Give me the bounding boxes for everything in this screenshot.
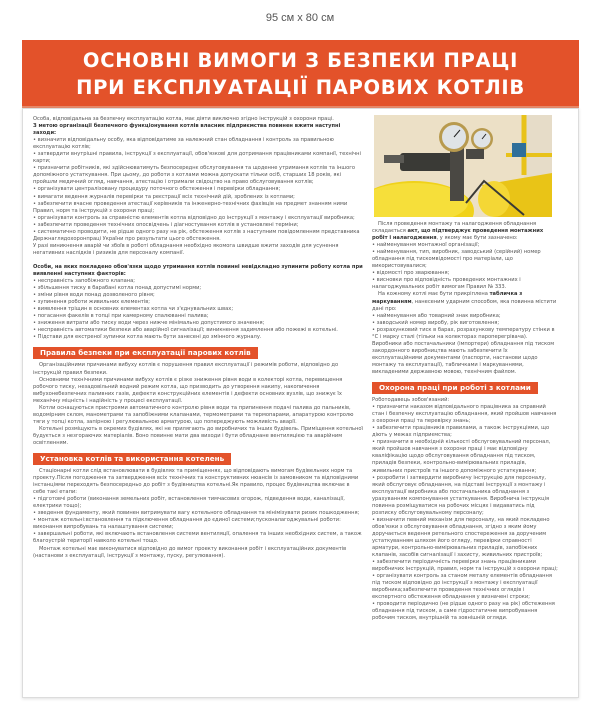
construction-stages-list: [33, 496, 363, 545]
list-item: • Підстави для екстреної зупинки котла мають бути занесені до змінного журналу.: [33, 334, 262, 341]
list-item: • забезпечити періодичність перевірки знань працівниками виробничих інструкцій, правил, норм та інструкцій з охорони праці;: [372, 559, 558, 573]
stop-factors-list: [33, 278, 363, 341]
right-column: [372, 115, 558, 623]
measures-list: [33, 137, 363, 243]
list-item: • забезпечити проведення технічних опосвідчень і діагностування котлів в установлені терміни;: [33, 221, 299, 228]
poster-content-panel: [22, 108, 579, 698]
list-item: • систематично проводити, не рідше одного разу на рік, обстеження котлів з наступним повідомленням представника Держнаглядохоронпраці України про результати цього обстеження.: [33, 228, 360, 242]
intro-text: Особа, відповідальна за безпечну експлуатацію котла, має діяти виключно згідно інструкцій з охорони праці.: [33, 116, 334, 122]
list-item: • забезпечити працівників правилами, а також інструкціями, що діють у межах підприємства;: [372, 425, 550, 439]
list-item: • зниження витрати або тиску води через нижче мінімально допустимого значення;: [33, 320, 265, 327]
list-item: • зміни рівня води понад дозволеного рівня;: [33, 292, 155, 299]
section-heading-boiler-installation: Установка котлів та використання котелень: [33, 453, 231, 465]
list-item: • завершальні роботи, які включають встановлення системи вентиляції, опалення та інших необхідних систем, а також благоустрій території навколо котельні тощо.: [33, 531, 362, 545]
list-item: • найменування або товарний знак виробника;: [372, 312, 501, 319]
plate-items-list: [372, 313, 558, 376]
list-item: • виявлення тріщин в основних елементах котла чи з'єднувальних швах;: [33, 306, 234, 313]
section-heading-labor-protection: Охорона праці при роботі з котлами: [372, 382, 538, 394]
list-item: • зведення фундаменту, який повинен витримувати вагу котельного обладнання та мінімізувати ризик пошкодження;: [33, 510, 360, 517]
paragraph: Основними технічними причинами вибуху котлів є різке зниження рівня води в колекторі котла, перевищення робочого тиску, незадовільний водний режим котла, що призводить до утворення накипу, накопичення вибухонебезпечних паливних газів, дефекти конструкційних елементів і дефекти основних вузлів, що знижує їх механічну міцність і надійність у процесі експлуатації.: [33, 376, 343, 404]
list-item: • призначити наказом відповідального працівника за справний стан і безпечну експлуатацію обладнання, який пройшов навчання з охорони праці та перевірку знань;: [372, 404, 557, 425]
list-item: • висновки про відповідність проведених монтажних і налагоджувальних робіт вимогам Правил № 333.: [372, 277, 521, 291]
section-heading-safety-rules: Правила безпеки при експлуатації парових котлів: [33, 347, 258, 359]
stop-factors-heading: Особи, на яких покладено обов'язки щодо утримання котлів повинні невідкладно зупинити роботу котла при виявленні наступних факторів:: [33, 263, 363, 277]
plate-intro-text: На кожному котлі має бути прикріплена: [378, 291, 490, 298]
list-item: • визначити відповідальну особу, яка відповідатиме за належний стан обладнання і контроль за правильною експлуатацію котлів;: [33, 137, 334, 151]
list-item: • вимагати ведення журналів перевірки та реєстрації всіх технічний дій, зроблених із котлами;: [33, 193, 295, 200]
spacer: [33, 257, 363, 264]
list-item: • проводити періодично (не рідше одного разу на рік) обстеження обладнання під тиском, а саме гідростатичне випробування робочим тиском, внутрішній та зовнішній огляди.: [372, 601, 555, 622]
poster-title-banner: [22, 40, 579, 106]
poster-title-line-1: ОСНОВНІ ВИМОГИ З БЕЗПЕКИ ПРАЦІ: [82, 49, 519, 72]
employer-obligations-intro: Роботодавець зобов'язаний:: [372, 397, 450, 404]
plate-intro-tail: , нанесеним ударним способом, яка повинна містити дані про:: [372, 298, 557, 312]
list-item: • розробити і затвердити виробничу інструкцію для персоналу, який обслуговує обладнання, на підставі інструкції з монтажу і експлуатації виробника або постачальника обладнання з урахуванням компонування устаткування. Виробнича інструкція повинна розміщуватися на робочих місцях і видаватись під розписку обслуговувальному персоналу;: [372, 474, 550, 516]
act-items-list: [372, 242, 558, 291]
paragraph: Котли оснащуються пристроями автоматичного контролю рівня води та припинення подачі палива до пальників, водомірним склом, манометрами та запобіжними клапанами, термометрами та термопарами, апаратурою контролю тяги у топці котла, запірною і регулювальною арматурою, що попереджують можливість аварії.: [33, 404, 354, 425]
left-column: [33, 116, 363, 560]
list-item: • підготовчі роботи (виконання земельних робіт, встановлення тимчасових огорож, підведення води, каналізації, електрики тощо);: [33, 496, 345, 510]
employer-obligations-list: [372, 404, 558, 622]
list-item: • несправність автоматики безпеки або аварійної сигналізації; виникнення задимлення або пожежі в котельні.: [33, 327, 338, 334]
act-intro-text: Після проведення монтажу та налагодження обладнання складається: [372, 221, 537, 235]
list-item: • організувати контроль за справністю елементів котла відповідно до інструкції з монтажу і експлуатації виробника;: [33, 214, 355, 221]
list-item: • найменування монтажної організації;: [372, 242, 480, 249]
act-intro-tail: , у якому має бути зазначено:: [436, 235, 518, 242]
boiler-gauges-photo: [374, 115, 552, 217]
boiler-photo-illustration: [374, 115, 552, 217]
list-item: • визначити певний механізм для персоналу, на який покладено обов'язки з обслуговування обладнання, згідно з яким йому доручається ведення ретельного спостереження за дорученим устаткуванням шляхом його огляду, перевірки справності арматури, контрольно-вимірювальних приладів, запобіжних клапанів, засобів сигналізації і захисту, живильних пристроїв;: [372, 516, 550, 559]
list-item: • розрахунковий тиск в барах, розрахункову температуру стінки в °С і марку сталі (тільки на колекторах пароперегрівача). Виробники або постачальники (імпортери) обладнання під тиском закордонного виробництва мають забезпечити їх експлуатаційними документами (паспорти, настанови щодо монтажу та експлуатації), табличками і маркуваннями, викладеними державною мовою, технічним файлом.: [372, 326, 555, 375]
emergency-note: У разі виникнення аварій чи збоїв в роботі обладнання необхідно якомога швидше вжити заходів для усунення негативних наслідків і ризиків для персоналу компанії.: [33, 242, 339, 256]
list-item: • призначити в необхідній кількості обслуговувальний персонал, який пройшов навчання з охорони праці і має відповідну кваліфікацію щодо обслуговування обладнання під тиском, приладів безпеки, контрольно-вимірювальних приладів, живильних пристроїв та іншого допоміжного устаткування;: [372, 439, 551, 474]
measures-heading: З метою організації безпечного функціонування котлів власник підприємства повинен вжити наступні заходи:: [33, 123, 341, 137]
marking-plate-paragraph: [372, 291, 558, 312]
plate-intro-bold: табличка з маркуванням: [372, 291, 523, 305]
list-item: • зупинення роботи живильних елементів;: [33, 299, 151, 306]
paragraph: Монтаж котельні має виконуватися відповідно до вимог проекту виконання робіт і експлуатаційних документів (настанови з експлуатації, інструкції з монтажу, пуску, регулювання).: [33, 545, 347, 559]
list-item: • організувати контроль за станом металу елементів обладнання під тиском відповідно до інструкції з монтажу і експлуатації виробника;забезпечити проведення технічних оглядів і експертного обстеження обладнання у визначені строки;: [372, 573, 552, 601]
list-item: • призначити робітників, які здійснюватимуть безпосереднє обслуговування та щоденне утримання котлів та іншого допоміжного устаткування. При цьому, до роботи з котлами можна допускати тільки осіб, старших 18 років, які пройшли медичний огляд, навчання, атестацію і отримали свідоцтво на право обслуговування котлів;: [33, 165, 356, 186]
poster-size-label: 95 см х 80 см: [265, 12, 335, 24]
list-item: • заводський номер виробу, рік виготовлення;: [372, 319, 500, 326]
act-paragraph: [372, 221, 558, 242]
list-item: • затвердити внутрішні правила, інструкції з експлуатації, обов'язкові для дотримання працівниками компанії, технічні карти;: [33, 151, 361, 165]
list-item: • відомості про зварювання;: [372, 270, 450, 277]
list-item: • забезпечити вчасне проведення атестації керівників та інженерно-технічних фахівців на предмет знанням ними Правил, норм та інструкцій з охорони праці;: [33, 200, 348, 214]
poster-title-line-2: ПРИ ЕКСПЛУАТАЦІЇ ПАРОВИХ КОТЛІВ: [76, 76, 525, 99]
list-item: • найменування, тип, виробник, заводський (серійний) номер обладнання під тискомвідомості про матеріали, що використовувалися;: [372, 249, 541, 270]
list-item: • збільшення тиску в барабані котла понад допустимі норми;: [33, 285, 202, 292]
list-item: • монтаж котельні:встановлення та підключення обладнання до єдиної системи;пусконалагоджувальні роботи: виконання випробувань та налаштування системи;: [33, 517, 341, 531]
list-item: • організувати централізовану процедуру поточного обстеження і перевірки обладнання;: [33, 186, 281, 193]
list-item: • погасання факелів в топці при камерному спалюванні палива;: [33, 313, 209, 320]
list-item: • несправність запобіжного клапана;: [33, 278, 135, 285]
paragraph: Стаціонарні котли слід встановлювати в будівлях та приміщеннях, що відповідають вимогам будівельних норм та проекту.Після погодження та затвердження всіх технічних та конструктивних нюансів із замовником та відповідними інстанціями переходять безпосередньо до робіт з будівництва котельні.Як правило, процес будівництва включає в себе такі етапи:: [33, 468, 359, 496]
paragraph: Організаційними причинами вибуху котлів є порушення правил експлуатації і режимів роботи, відповідно до інструкцій правил безпеки.: [33, 362, 339, 376]
paragraph: Котельні розміщують в окремих будівлях, які не прилягають до виробничих та інших будівель. Приміщення котельної будується з незгораючих матеріалів. Воно повинне мати два виходи і бути обладнане вентиляцією та аварійним освітленням.: [33, 425, 363, 446]
act-intro-bold: акт, що підтверджує проведення монтажних робіт і налагодження: [372, 228, 544, 242]
